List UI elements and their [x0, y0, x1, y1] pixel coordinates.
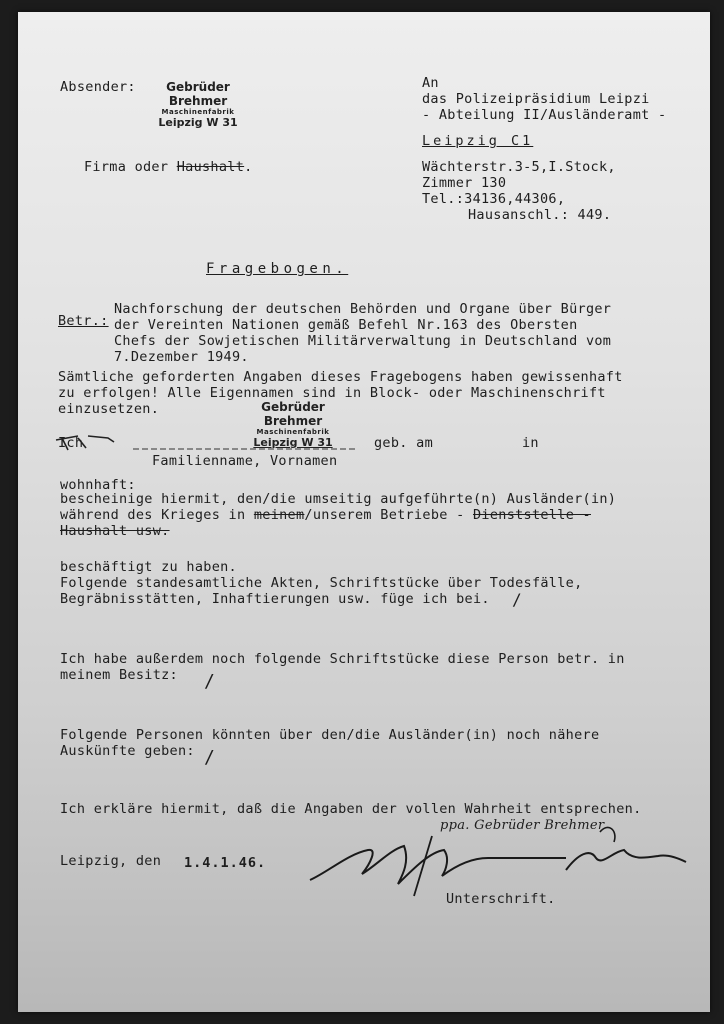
body-line-6: Begräbnisstätten, Inhaftierungen usw. füge ich bei. — [60, 591, 490, 607]
recipient-street: Wächterstr.3-5,I.Stock, — [422, 159, 616, 175]
body-line-6-mark: / — [512, 590, 522, 609]
haushalt-struck: Haushalt — [176, 159, 245, 175]
body-line-1: bescheinige hiermit, den/die umseitig aufgeführte(n) Ausländer(in) — [60, 491, 617, 507]
meinem-struck: meinem — [253, 507, 305, 523]
instructions-line-1: Sämtliche geforderten Angaben dieses Fragebogens haben gewissenhaft — [58, 369, 623, 385]
recipient-extension: Hausanschl.: 449. — [468, 207, 612, 223]
instructions-line-2: zu erfolgen! Alle Eigennamen sind in Block- oder Maschinenschrift — [58, 385, 606, 401]
body-line-8-mark: / — [204, 671, 216, 692]
firma-dot: . — [244, 159, 253, 175]
recipient-line-2: das Polizeipräsidium Leipzi — [422, 91, 650, 107]
document-page — [18, 12, 710, 1012]
fill-stamp-type: Maschinenfabrik — [256, 428, 330, 436]
recipient-room: Zimmer 130 — [422, 175, 507, 191]
body-line-8: meinem Besitz: — [60, 667, 178, 683]
geb-label: geb. am — [374, 435, 433, 451]
haushalt-usw-struck: Haushalt usw. — [60, 523, 170, 539]
sender-stamp-name: Gebrüder Brehmer — [166, 80, 230, 108]
body-line-10-mark: / — [204, 747, 216, 768]
body-line-2-a: während des Krieges in — [60, 507, 254, 523]
ich-label: Ich — [58, 435, 84, 451]
sender-stamp-type: Maschinenfabrik — [161, 108, 235, 116]
firma-label: Firma oder — [84, 159, 177, 175]
document-title: Fragebogen. — [206, 261, 349, 277]
betr-line-2: der Vereinten Nationen gemäß Befehl Nr.163 des Obersten — [114, 317, 578, 333]
sender-stamp-city: Leipzig W 31 — [158, 116, 238, 129]
wohnhaft-label: wohnhaft: — [60, 477, 136, 493]
body-line-9: Folgende Personen könnten über den/die Ausländer(in) noch nähere — [60, 727, 600, 743]
recipient-phone: Tel.:34136,44306, — [422, 191, 566, 207]
dienststelle-struck: Dienststelle - — [472, 507, 591, 523]
body-line-4: beschäftigt zu haben. — [60, 559, 237, 575]
betr-line-4: 7.Dezember 1949. — [114, 349, 249, 365]
betr-line-3: Chefs der Sowjetischen Militärverwaltung in Deutschland vom — [114, 333, 612, 349]
body-line-5: Folgende standesamtliche Akten, Schriftstücke über Todesfälle, — [60, 575, 583, 591]
recipient-line-1: An — [422, 75, 439, 91]
place-label: Leipzig, den — [60, 853, 162, 869]
signature-label: Unterschrift. — [446, 891, 556, 907]
recipient-city: Leipzig C1 — [422, 133, 534, 149]
body-line-2-c: /unserem Betriebe - — [304, 507, 473, 523]
declaration-line: Ich erkläre hiermit, daß die Angaben der vollen Wahrheit entsprechen. — [60, 801, 642, 817]
betr-label: Betr.: — [58, 313, 109, 329]
instructions-line-3: einzusetzen. — [58, 401, 160, 417]
in-label: in — [522, 435, 539, 451]
date-value: 1.4.1.46. — [184, 855, 267, 871]
fill-stamp-name: Gebrüder Brehmer — [261, 400, 325, 428]
betr-line-1: Nachforschung der deutschen Behörden und Organe über Bürger — [114, 301, 612, 317]
familienname-caption: Familienname, Vornamen — [152, 453, 338, 469]
recipient-line-3: - Abteilung II/Ausländeramt - — [422, 107, 667, 123]
body-line-10: Auskünfte geben: — [60, 743, 195, 759]
body-line-7: Ich habe außerdem noch folgende Schriftstücke diese Person betr. in — [60, 651, 625, 667]
ppa-stamp: ppa. Gebrüder Brehmer — [440, 818, 605, 833]
fill-stamp-city: Leipzig W 31 — [253, 436, 333, 449]
sender-label: Absender: — [60, 79, 136, 95]
signature-scribble — [18, 12, 710, 1012]
